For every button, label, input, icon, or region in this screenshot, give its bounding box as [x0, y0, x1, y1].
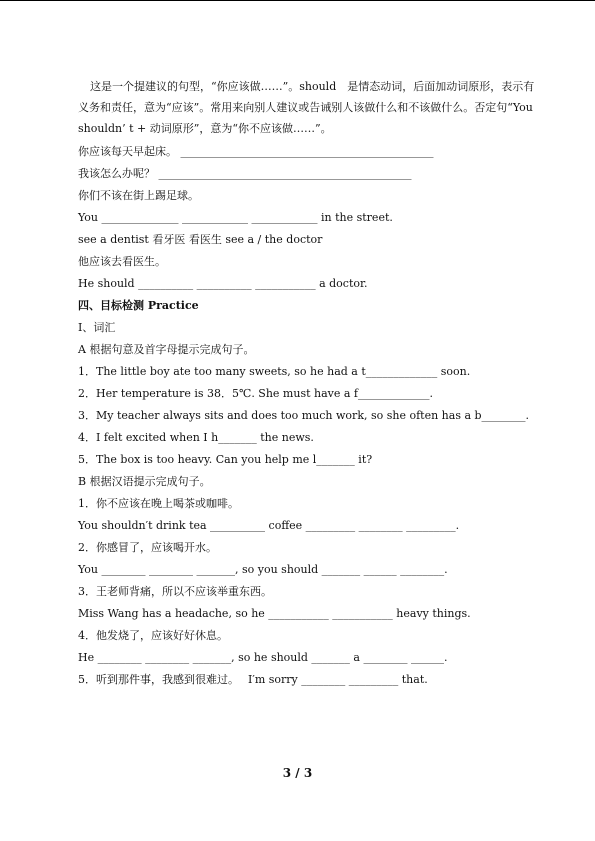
- exercise-item: He ________ ________ _______, so he should _______ a ________ ______.: [78, 651, 448, 664]
- page-number: 3 / 3: [282, 766, 313, 780]
- example-line: 你应该每天早起床。 ______________________________________________: [78, 145, 434, 158]
- example-line: see a dentist 看牙医 看医生 see a / the doctor: [78, 233, 323, 246]
- section-title: 四、目标检测 Practice: [78, 299, 199, 312]
- part-b-instruction: B 根据汉语提示完成句子。: [78, 475, 211, 488]
- part-b-items: [78, 493, 540, 691]
- exercise-item: Miss Wang has a headache, so he ___________ ___________ heavy things.: [78, 607, 471, 620]
- exercise-item: You shouldn′t drink tea __________ coffee _________ ________ _________.: [78, 519, 460, 532]
- example-line: You ______________ ____________ ____________ in the street.: [78, 211, 393, 224]
- intro-paragraph: 这是一个提建议的句型，“你应该做……”。should 是情态动词，后面加动词原形，表示有义务和责任，意为“应该”。常用来向别人建议或告诫别人该做什么和不该做什么。否定句“You shouldn’ t + 动词原形”，意为“你不应该做……”。: [78, 80, 535, 135]
- example-line: 我该怎么办呢？ ______________________________________________: [78, 167, 412, 180]
- exercise-item: 3．My teacher always sits and does too much work, so she often has a b________.: [78, 409, 530, 422]
- exercise-item: 4．I felt excited when I h_______ the news.: [78, 431, 314, 444]
- example-line: He should __________ __________ ___________ a doctor.: [78, 277, 368, 290]
- exercise-item: 3．王老师背痛，所以不应该举重东西。: [78, 585, 272, 598]
- part-a-instruction: A 根据句意及首字母提示完成句子。: [78, 343, 255, 356]
- document-page: [78, 76, 540, 691]
- exercise-item: 5．The box is too heavy. Can you help me l_______ it?: [78, 453, 373, 466]
- exercise-item: 2．你感冒了，应该喝开水。: [78, 541, 217, 554]
- exercise-item: 5．听到那件事，我感到很难过。 I′m sorry ________ _________ that.: [78, 673, 428, 686]
- exercise-item: 2．Her temperature is 38．5℃. She must have a f_____________.: [78, 387, 433, 400]
- example-line: 你们不该在街上踢足球。: [78, 189, 199, 202]
- top-border: [0, 0, 595, 1]
- exercise-item: 1．你不应该在晚上喝茶或咖啡。: [78, 497, 239, 510]
- example-line: 他应该去看医生。: [78, 255, 166, 268]
- example-list: [78, 141, 540, 295]
- exercise-item: 4．他发烧了，应该好好休息。: [78, 629, 228, 642]
- exercise-item: You ________ ________ _______, so you should _______ ______ ________.: [78, 563, 448, 576]
- part-heading: Ⅰ、词汇: [78, 321, 116, 334]
- part-a-items: [78, 361, 540, 471]
- exercise-item: 1．The little boy ate too many sweets, so he had a t_____________ soon.: [78, 365, 471, 378]
